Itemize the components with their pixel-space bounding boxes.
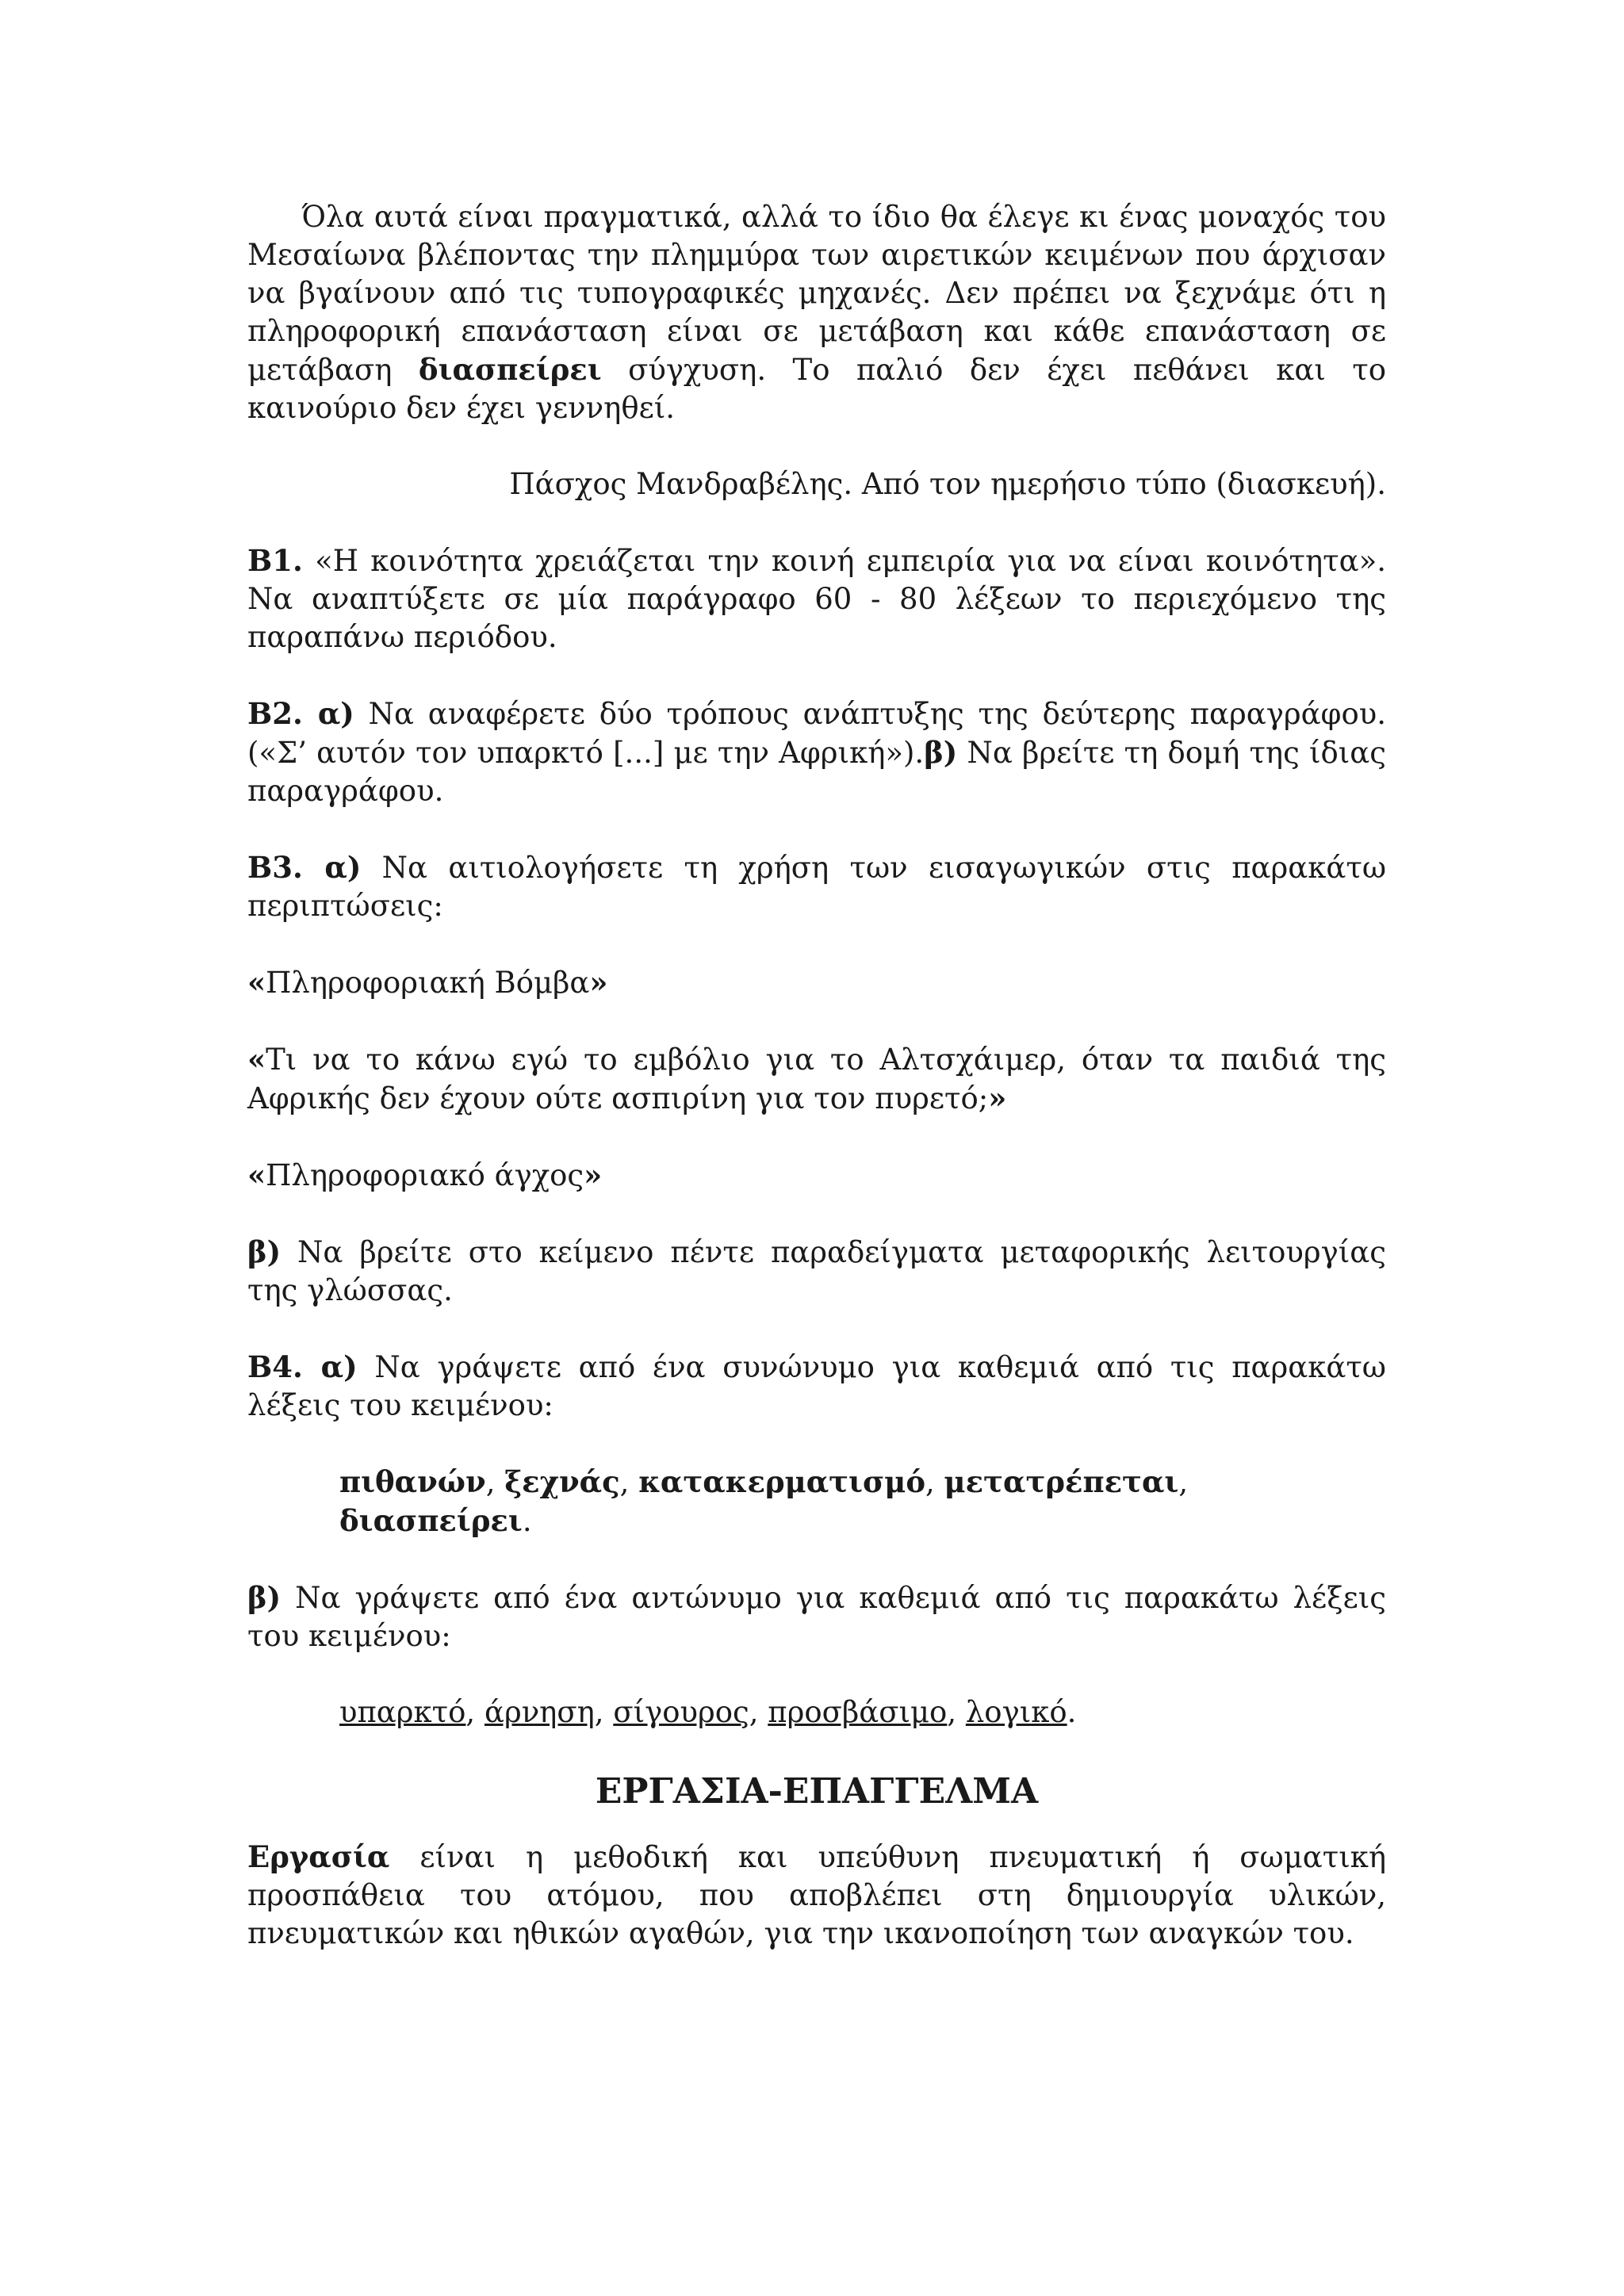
question-b4-label: Β4. α) xyxy=(247,1349,358,1384)
separator: , xyxy=(619,1465,639,1499)
quote-close-mark: » xyxy=(589,965,608,1000)
quote-item-2 xyxy=(247,1040,1386,1118)
quote-close-mark: » xyxy=(584,1158,603,1192)
document-page xyxy=(247,198,1386,1953)
quote-item-1 xyxy=(247,963,1386,1002)
quote-text-1: Πληροφοριακή Βόμβα xyxy=(266,966,590,1000)
quote-item-3 xyxy=(247,1156,1386,1195)
question-b4-text: Να γράψετε από ένα συνώνυμο για καθεμιά από τις παρακάτω λέξεις του κειμένου: xyxy=(247,1350,1386,1422)
question-b4 xyxy=(247,1348,1386,1425)
quote-open-mark: « xyxy=(247,1042,266,1077)
question-b1-label: Β1. xyxy=(247,543,303,578)
intro-bold-word: διασπείρει xyxy=(418,352,602,387)
question-b2-text-a: Να αναφέρετε δύο τρόπους ανάπτυξης της δεύτερης παραγράφου. («Σ’ αυτόν τον υπαρκτό [...] με την Αφρική»). xyxy=(247,697,1386,770)
section-heading: ΕΡΓΑΣΙΑ-ΕΠΑΓΓΕΛΜΑ xyxy=(595,1771,1039,1812)
separator: , xyxy=(1178,1465,1189,1499)
quote-close-mark: » xyxy=(988,1081,1007,1115)
synonym-word-list xyxy=(247,1463,1386,1540)
question-b2-label: Β2. α) xyxy=(247,696,354,731)
question-b3-label: Β3. α) xyxy=(247,850,362,885)
question-b1-text: «Η κοινότητα χρειάζεται την κοινή εμπειρία για να είναι κοινότητα». Να αναπτύξετε σε μία παράγραφο 60 - 80 λέξεων το περιεχόμενο της παραπάνω περιόδου. xyxy=(247,544,1386,654)
antonym-word: προσβάσιμο xyxy=(768,1695,948,1729)
quote-text-2: Τι να το κάνω εγώ το εμβόλιο για το Αλτσχάιμερ, όταν τα παιδιά της Αφρικής δεν έχουν ούτε ασπιρίνη για τον πυρετό; xyxy=(247,1043,1386,1115)
question-b3-b xyxy=(247,1233,1386,1310)
antonym-word: σίγουρος xyxy=(613,1695,749,1729)
separator: , xyxy=(485,1465,505,1499)
separator: , xyxy=(594,1695,614,1729)
antonym-word: λογικό xyxy=(965,1695,1067,1729)
intro-text-end: σύγχυση. Το παλιό δεν έχει πεθάνει και το καινούριο δεν έχει γεννηθεί. xyxy=(247,353,1386,425)
intro-paragraph xyxy=(247,198,1386,427)
antonym-word: υπαρκτό xyxy=(339,1695,466,1729)
synonym-word: μετατρέπεται xyxy=(944,1464,1179,1499)
question-b3 xyxy=(247,848,1386,925)
quote-open-mark: « xyxy=(247,1158,266,1192)
synonym-word: κατακερματισμό xyxy=(638,1464,926,1499)
synonym-word: διασπείρει xyxy=(339,1503,523,1538)
separator: , xyxy=(925,1465,944,1499)
quote-open-mark: « xyxy=(247,965,266,1000)
separator: , xyxy=(947,1695,966,1729)
question-b3-b-text: Να βρείτε στο κείμενο πέντε παραδείγματα μεταφορικής λειτουργίας της γλώσσας. xyxy=(247,1235,1386,1307)
antonym-word-list xyxy=(247,1693,1386,1732)
question-b2-text-b: Να βρείτε τη δομή της ίδιας παραγράφου. xyxy=(247,736,1386,808)
question-b4-b-label: β) xyxy=(247,1580,282,1615)
terminator: . xyxy=(1067,1695,1077,1729)
quote-text-3: Πληροφοριακό άγχος xyxy=(266,1158,584,1192)
separator: , xyxy=(749,1695,768,1729)
definition-term: Εργασία xyxy=(247,1839,390,1874)
definition-text: είναι η μεθοδική και υπεύθυνη πνευματική ή σωματική προσπάθεια του ατόμου, που αποβλέπει στη δημιουργία υλικών, πνευματικών και ηθικών αγαθών, για την ικανοποίηση των αναγκών του. xyxy=(247,1840,1386,1950)
intro-text: Όλα αυτά είναι πραγματικά, αλλά το ίδιο θα έλεγε κι ένας μοναχός του Μεσαίωνα βλέποντας την πλημμύρα των αιρετικών κειμένων που άρχισαν να βγαίνουν από τις τυπογραφικές μηχανές. Δεν πρέπει να ξεχνάμε ότι η πληροφορική επανάσταση είναι σε μετάβαση και κάθε επανάσταση σε μετάβαση xyxy=(247,200,1386,387)
source-citation: Πάσχος Μανδραβέλης. Από τον ημερήσιο τύπο (διασκευή). xyxy=(509,467,1386,501)
antonym-word: άρνηση xyxy=(484,1695,595,1729)
question-b3-b-label: β) xyxy=(247,1234,282,1269)
question-b2 xyxy=(247,695,1386,810)
question-b4-b-text: Να γράψετε από ένα αντώνυμο για καθεμιά από τις παρακάτω λέξεις του κειμένου: xyxy=(247,1581,1386,1653)
synonym-word: ξεχνάς xyxy=(504,1464,620,1499)
question-b1 xyxy=(247,541,1386,656)
terminator: . xyxy=(522,1504,532,1538)
question-b2-label-b: β) xyxy=(924,735,958,770)
question-b4-b xyxy=(247,1578,1386,1655)
question-b3-text: Να αιτιολογήσετε τη χρήση των εισαγωγικών στις παρακάτω περιπτώσεις: xyxy=(247,851,1386,923)
synonym-word: πιθανών xyxy=(339,1464,486,1499)
separator: , xyxy=(465,1695,485,1729)
definition-paragraph xyxy=(247,1838,1386,1953)
